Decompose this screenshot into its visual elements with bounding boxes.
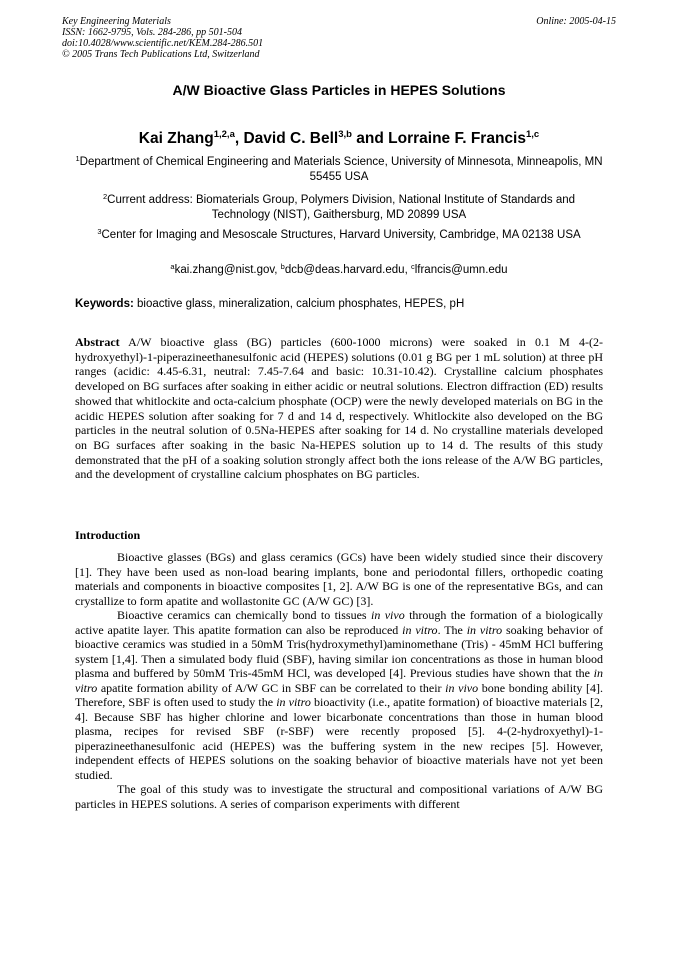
author-emails: $^a$kai.zhang@nist.gov, $^b$dcb@deas.harvard.edu, $^c$lfrancis@umn.edu [170,262,508,276]
email-b[interactable]: $^b$dcb@deas.harvard.edu [280,262,405,276]
journal-name: Key Engineering Materials [62,16,171,27]
journal-header [62,16,616,60]
affiliation-2: $^2$Current address: Biomaterials Group, Polymers Division, National Institute of Standards and Technology (NIST), Gaithersburg, MD 20899 USA [102,192,576,221]
italic-term: in vitro [466,622,503,637]
email-a[interactable]: $^a$kai.zhang@nist.gov [170,262,275,276]
journal-issn: ISSN: 1662-9795, Vols. 284-286, pp 501-504 [62,27,242,38]
affiliation-1: $^1$Department of Chemical Engineering and Materials Science, University of Minnesota, Minneapolis, MN 55455 USA [75,154,603,183]
text-run: The goal of this study was to investigate the structural and compositional variations of A/W BG particles in HEPES solutions. A series of comparison experiments with different [75,782,603,811]
italic-term: in vitro [276,695,311,709]
journal-doi: doi:10.4028/www.scientific.net/KEM.284-286.501 [62,38,264,49]
author-2: David C. Bell$^{3,b}$ and [243,129,389,147]
text-run: bone bonding ability [4]. Therefore, SBF is often used to study the [75,680,604,709]
italic-term: in vivo [370,608,405,622]
intro-paragraph [75,550,603,608]
keywords-text: bioactive glass, mineralization, calcium phosphates, HEPES, pH [133,298,465,310]
text-run: . The [437,622,467,637]
journal-copyright: © 2005 Trans Tech Publications Ltd, Switzerland [62,49,260,60]
text-run: Bioactive glasses (BGs) and glass ceramics (GCs) have been widely studied since their discovery [1]. They have been used as non-load bearing implants, bone and periodontal fillers, orthopedic coating materials and components in bioactive composites [1, 2]. A/W BG is one of the representative BGs, and can crystallize to form apatite and wollastonite GC (A/W GC) [3]. [75,550,603,608]
introduction-body [75,550,603,811]
keywords [75,297,603,312]
author-3: Lorraine F. Francis$^{1,c}$ [388,129,540,147]
email-c[interactable]: $^c$lfrancis@umn.edu [410,262,508,276]
text-run: apatite formation ability of A/W GC in SBF can be correlated to their [97,680,446,695]
author-list [75,130,603,148]
author-1: Kai Zhang$^{1,2,a}$, [138,129,244,147]
intro-paragraph [75,782,603,811]
abstract-label: Abstract [75,335,120,349]
abstract-text: A/W bioactive glass (BG) particles (600-1000 microns) were soaked in 0.1 M 4-(2-hydroxyethyl)-1-piperazineethanesulfonic acid (HEPES) solutions (0.01 g BG per 1 mL solution) at three pH ranges (acidic: 4.45-6.31, neutral: 7.45-7.64 and basic: 10.31-10.42). Crystalline calcium phosphates developed on BG surfaces after soaking in either acidic or neutral solutions. Electron diffraction (ED) results showed that whitlockite and octa-calcium phosphate (OCP) were the newly developed materials on BG in the acidic HEPES solution after soaking for 7 d and 14 d, respectively. Whitlockite also developed on the BG particles in the neutral solution of 0.5Na-HEPES after soaking for 14 d. No crystalline materials developed on BG surfaces after soaking in the basic Na-HEPES solution up to 14 d. The results of this study demonstrated that the pH of a soaking solution strongly affect both the ions release of the A/W BG particles, and the development of crystalline calcium phosphates on BG particles. [75,335,603,482]
text-run: bioactivity (i.e., apatite formation) of bioactive materials [2, 4]. Because SBF has higher chlorine and lower bicarbonate concentrations than those in human blood plasma, recipes for revised SBF (r-SBF) were recently proposed [5]. 4-(2-hydroxyethyl)-1-piperazineethanesulfonic acid (HEPES) was the buffering system in the new recipes [5]. However, independent effects of HEPES solutions on the soaking behavior of bioactive materials have not yet been studied. [75,695,603,782]
abstract [75,335,603,482]
italic-term: in vitro [75,666,603,695]
paper-title: A/W Bioactive Glass Particles in HEPES Solutions [172,82,506,98]
text-run: soaking behavior of bioactive ceramics was studied in a 50mM Tris(hydroxymethyl)aminomethane (Tris) - 45mM HCl buffering system [1,4]. Then a simulated body fluid (SBF), having similar ion concentrations as those in human blood plasma and buffered by 50mM Tris-45mM HCl, was developed [4]. Previous studies have shown that the [75,622,603,680]
affiliation-3: $^3$Center for Imaging and Mesoscale Structures, Harvard University, Cambridge, MA 02138 USA [97,227,581,241]
italic-term: in vivo [445,680,479,695]
italic-term: in vitro [402,622,438,637]
intro-paragraph [75,608,603,782]
text-run: Bioactive ceramics can chemically bond to tissues [117,608,371,622]
introduction-heading: Introduction [75,528,141,542]
keywords-label: Keywords: [75,298,134,310]
text-run: through the formation of a biologically active apatite layer. This apatite formation can also be reproduced [75,608,603,637]
online-date: Online: 2005-04-15 [536,16,616,27]
